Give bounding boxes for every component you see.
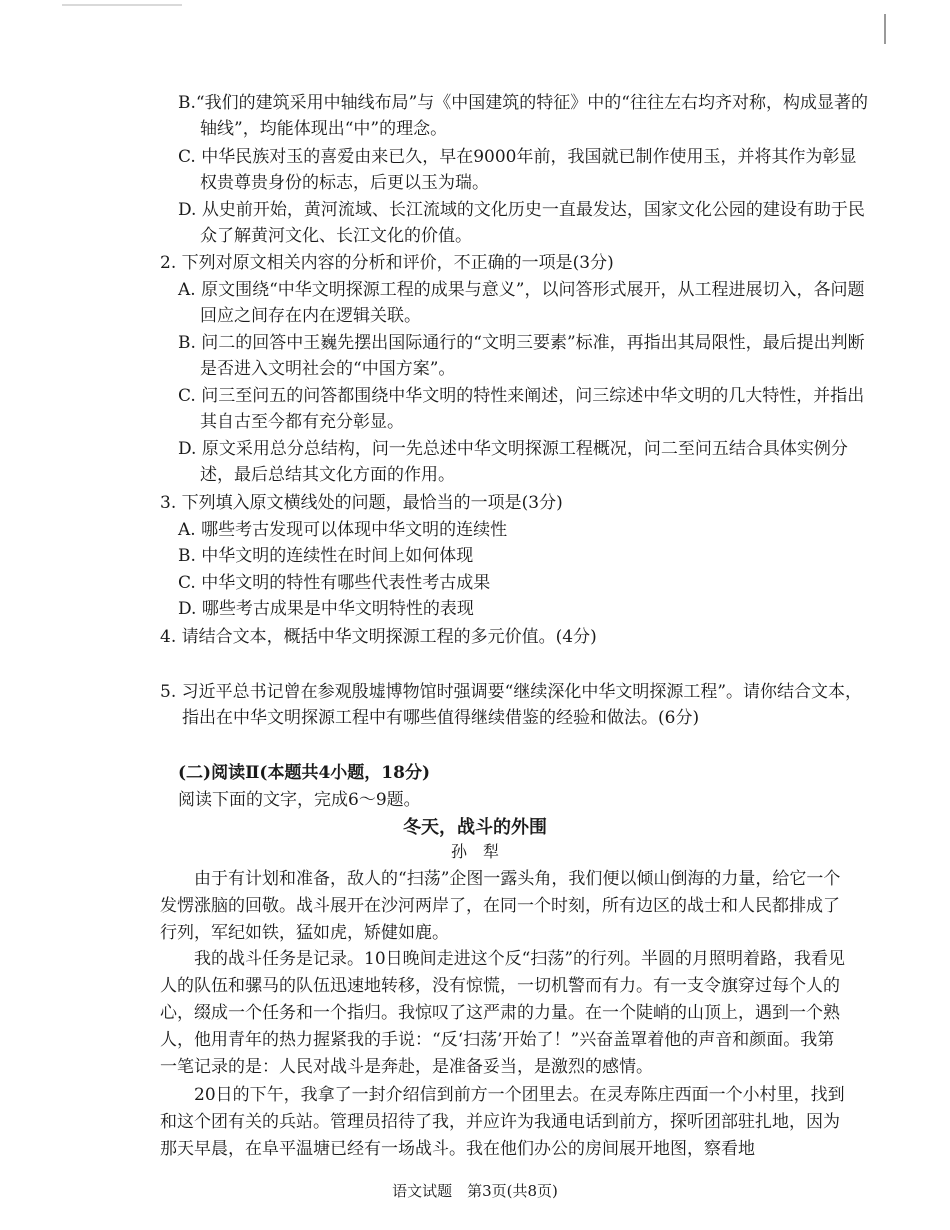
q2-option-a: A. 原文围绕“中华文明探源工程的成果与意义”，以问答形式展开，从工程进展切入，各问题回应之间存在内在逻辑关联。: [178, 280, 865, 326]
page-footer: 语文试题 第3页(共8页): [392, 1182, 558, 1200]
q3-option-b: B. 中华文明的连续性在时间上如何体现: [178, 546, 474, 566]
article-paragraph: 由于有计划和准备，敌人的“扫荡”企图一露头角，我们便以倾山倒海的力量，给它一个发愣涨脑的回敬。战斗展开在沙河两岸了，在同一个时刻，所有边区的战士和人民都排成了行列，军纪如铁，猛如虎，矫健如鹿。: [160, 869, 841, 943]
section-heading: (二)阅读Ⅱ(本题共4小题，18分): [178, 763, 430, 783]
q4-stem: 4. 请结合文本，概括中华文明探源工程的多元价值。(4分): [160, 627, 597, 647]
q3-option-c: C. 中华文明的特性有哪些代表性考古成果: [178, 573, 491, 593]
q1-option-c: C. 中华民族对玉的喜爱由来已久，早在9000年前，我国就已制作使用玉，并将其作为彰显权贵尊贵身份的标志，后更以玉为瑞。: [178, 147, 857, 193]
section-instruction: 阅读下面的文字，完成6～9题。: [178, 790, 421, 810]
q3-option-d: D. 哪些考古成果是中华文明特性的表现: [178, 599, 474, 619]
q1-option-b: B.“我们的建筑采用中轴线布局”与《中国建筑的特征》中的“往往左右均齐对称，构成显著的轴线”，均能体现出“中”的理念。: [178, 93, 868, 139]
scan-edge-mark: [884, 14, 886, 44]
q3-stem: 3. 下列填入原文横线处的问题，最恰当的一项是(3分): [160, 493, 563, 513]
article-paragraph: 我的战斗任务是记录。10日晚间走进这个反“扫荡”的行列。半圆的月照明着路，我看见人的队伍和骡马的队伍迅速地转移，没有惊慌，一切机警而有力。有一支令旗穿过每个人的心，缀成一个任务和一个指归。我惊叹了这严肃的力量。在一个陡峭的山顶上，遇到一个熟人，他用青年的热力握紧我的手说：“反‘扫荡’开始了！”兴奋盖罩着他的声音和颜面。我第一笔记录的是：人民对战斗是奔赴，是准备妥当，是激烈的感情。: [160, 949, 846, 1077]
q2-stem: 2. 下列对原文相关内容的分析和评价，不正确的一项是(3分): [160, 253, 614, 273]
scan-artifact: [62, 4, 182, 6]
article-author: 孙 犁: [450, 842, 499, 861]
q1-option-d: D. 从史前开始，黄河流域、长江流域的文化历史一直最发达，国家文化公园的建设有助于民众了解黄河文化、长江文化的价值。: [178, 200, 865, 246]
q2-option-d: D. 原文采用总分总结构，问一先总述中华文明探源工程概况，问二至问五结合具体实例分述，最后总结其文化方面的作用。: [178, 439, 848, 485]
q2-option-c: C. 问三至问五的问答都围绕中华文明的特性来阐述，问三综述中华文明的几大特性，并指出其自古至今都有充分彰显。: [178, 386, 865, 432]
q2-option-b: B. 问二的回答中王巍先摆出国际通行的“文明三要素”标准，再指出其局限性，最后提出判断是否进入文明社会的“中国方案”。: [178, 333, 865, 379]
q3-option-a: A. 哪些考古发现可以体现中华文明的连续性: [178, 520, 508, 540]
article-paragraph: 20日的下午，我拿了一封介绍信到前方一个团里去。在灵寿陈庄西面一个小村里，找到和这个团有关的兵站。管理员招待了我，并应许为我通电话到前方，探听团部驻扎地，因为那天早晨，在阜平温塘已经有一场战斗。我在他们办公的房间展开地图，察看地: [160, 1085, 845, 1159]
article-title: 冬天，战斗的外围: [403, 817, 547, 838]
q5-stem: 5. 习近平总书记曾在参观殷墟博物馆时强调要“继续深化中华文明探源工程”。请你结合文本，指出在中华文明探源工程中有哪些值得继续借鉴的经验和做法。(6分): [160, 682, 863, 728]
